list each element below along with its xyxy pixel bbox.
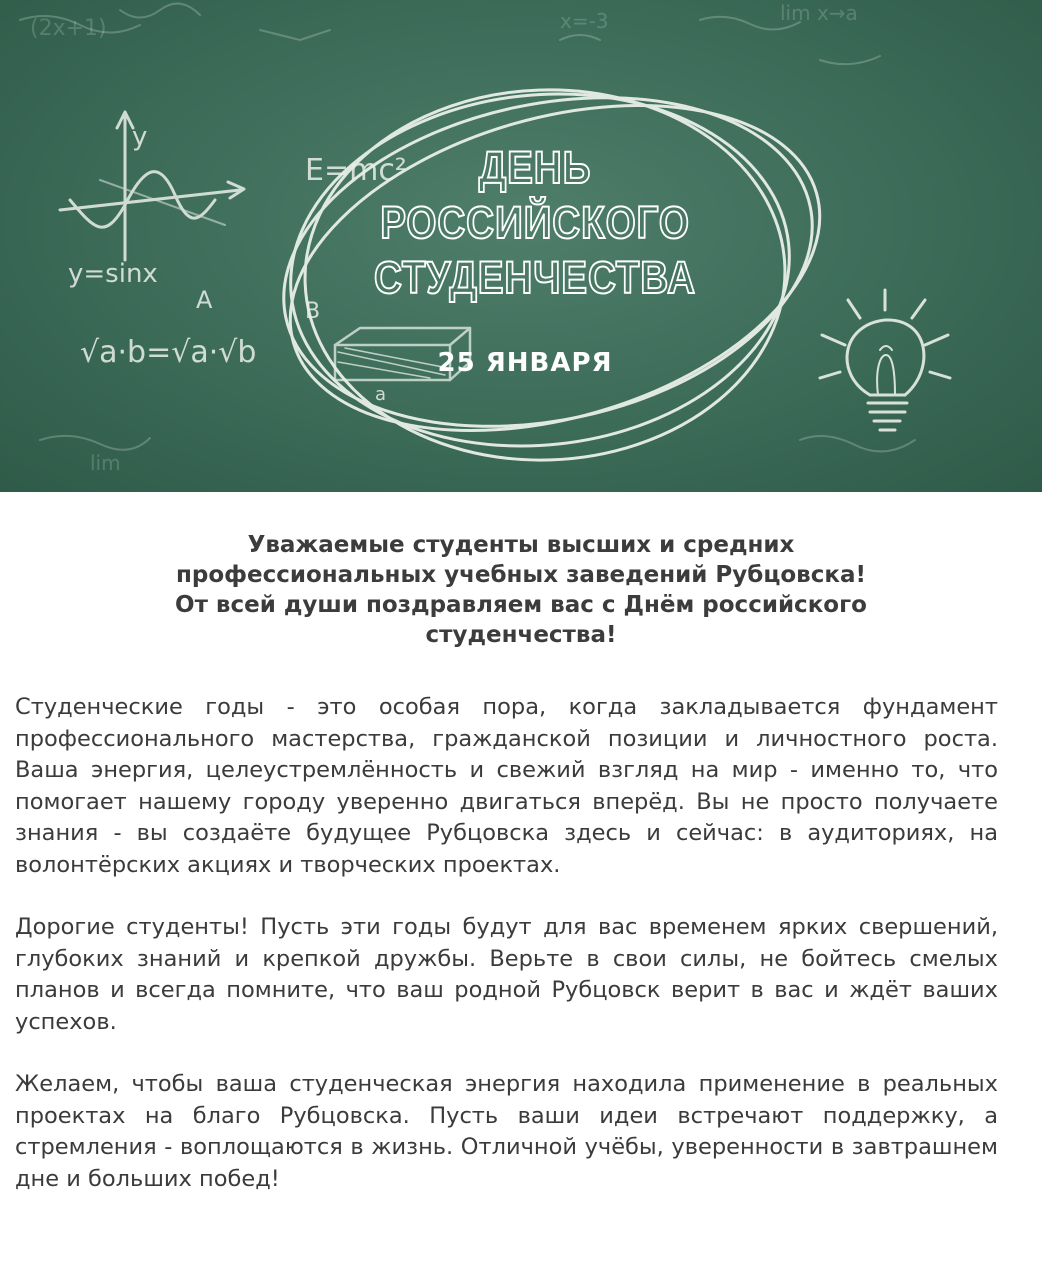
title-line-2: РОССИЙСКОГО xyxy=(380,197,690,248)
y-axis-label: y xyxy=(132,122,148,152)
greeting-heading xyxy=(60,530,982,650)
banner-title xyxy=(300,140,770,305)
emc-formula: E=mc² xyxy=(305,153,407,188)
a-label: A xyxy=(196,286,213,314)
banner-date: 25 ЯНВАРЯ xyxy=(437,348,613,378)
sine-graph-icon xyxy=(60,112,244,260)
svg-text:lim: lim xyxy=(90,451,121,475)
paragraph-2: Дорогие студенты! Пусть эти годы будут для вас временем ярких свершений, глубоких знаний и крепкой дружбы. Верьте в свои силы, не бойтесь смелых планов и всегда помните, что ваш родной Рубцовск верит в вас и ждёт ваших успехов. xyxy=(15,914,998,1035)
paragraph-3: Желаем, чтобы ваша студенческая энергия находила применение в реальных проектах на благо Рубцовска. Пусть ваши идеи встречают поддержку, а стремления - воплощаются в жизнь. Отличной учёбы, уверенности в завтрашнем дне и больших побед! xyxy=(15,1071,998,1192)
svg-text:x=-3: x=-3 xyxy=(560,9,609,33)
heading-line-4: студенчества! xyxy=(425,622,617,648)
sqrt-formula: √a·b=√a·√b xyxy=(80,335,257,370)
title-line-1: ДЕНЬ xyxy=(478,142,592,193)
a-small-label: a xyxy=(375,384,387,405)
sine-formula: y=sinx xyxy=(68,259,158,289)
chalkboard-banner xyxy=(0,0,1042,492)
heading-line-2: профессиональных учебных заведений Рубцовска! xyxy=(176,562,866,588)
lightbulb-icon xyxy=(820,290,950,430)
heading-line-1: Уважаемые студенты высших и средних xyxy=(247,532,795,558)
b-label: B xyxy=(305,299,321,324)
paragraph-1: Студенческие годы - это особая пора, когда закладывается фундамент профессионального мастерства, гражданской позиции и личностного роста. Ваша энергия, целеустремлённость и свежий взгляд на мир - именно то, что помогает нашему городу уверенно двигаться вперёд. Вы не просто получаете знания - вы создаёте будущее Рубцовска здесь и сейчас: в аудиториях, на волонтёрских акциях и творческих проектах. xyxy=(15,694,998,878)
svg-text:lim x→a: lim x→a xyxy=(780,1,858,25)
title-line-3: СТУДЕНЧЕСТВА xyxy=(374,252,696,303)
heading-line-3: От всей души поздравляем вас с Днём российского xyxy=(175,592,867,618)
svg-text:(2x+1): (2x+1) xyxy=(30,16,107,41)
